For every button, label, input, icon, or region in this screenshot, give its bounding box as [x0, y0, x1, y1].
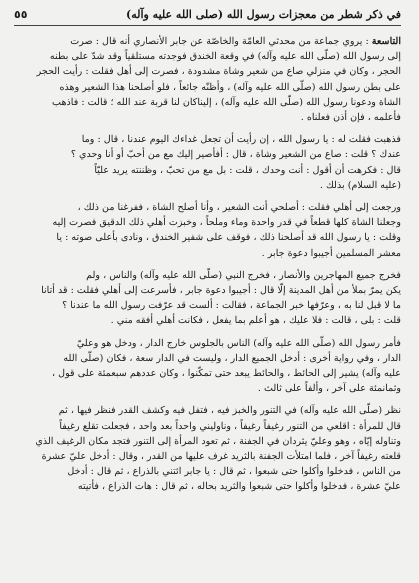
text-line: نظر (صلّى الله عليه وآله) في التنور والخبز فيه ، فتفل فيه وكشف القدر فنظر فيها ، ثم: [58, 405, 401, 417]
body-text: [14, 34, 401, 495]
paragraph-6: [14, 403, 401, 494]
text-line: إلى رسول الله (صلّى الله عليه وآله) في وقعة الخندق فوجدته مستلقياً وقد شدّ على بطنه: [49, 51, 401, 63]
text-line: وقلت : يا رسول الله قد أصلحنا ذلك ، فوقف على شفير الخندق ، ونادى بأعلى صوته : يا: [56, 232, 401, 244]
text-line: فأعلمه ، فإن أذن فعلناه .: [300, 112, 401, 124]
text-line: عندك ؟ قلت : صاع من الشعير وشاة ، قال : أفأصير إليك مع من أحبّ أو أنا وحدي ؟: [70, 149, 401, 161]
paragraph-3: [14, 200, 401, 261]
text-line: فأمر رسول الله (صلّى الله عليه وآله) الناس بالجلوس خارج الدار ، ودخل هو وعليّ: [76, 337, 401, 349]
text-line: الشاة ودعونا رسول الله (صلّى الله عليه وآله) ، إليناكان لنا قربة عند الله ؛ قالت : فاذهب: [52, 96, 401, 108]
text-line: قلعته رغيفاً آخر ، فلما امتلأت الجفنة بالثريد غرف عليها من القدر ، وقال : أدخل عليّ عشرة: [41, 451, 401, 463]
text-line-body: : يروي جماعة من محدثي العامّة والخاصّة عن جابر الأنصاري أنه قال : صرت: [70, 36, 369, 47]
text-line: قلت : بلى ، قالت : فلا عليك ، هو أعلم بما يفعل ، فكانت أهلي أفقه مني .: [110, 315, 401, 327]
paragraph-5: [14, 336, 401, 397]
text-line: ما لا قبل لنا به ، وعرّفها خبر الجماعة ، فقالت : ألست قد عرّفت رسول الله ما عندنا ؟: [62, 300, 401, 312]
text-line: معشر المسلمين أجيبوا دعوة جابر .: [261, 247, 401, 259]
text-line: على بطن رسول الله (صلّى الله عليه وآله) ، وأظنّه جائعاً ، فلو أصلحنا هذا الشعير وهذه: [59, 81, 401, 93]
text-line: فخرج جميع المهاجرين والأنصار ، فخرج النبي (صلّى الله عليه وآله) والناس ، ولم: [86, 269, 401, 281]
text-line: يكن يمرّ بملأ من أهل المدينة إلّا قال : أجيبوا دعوة جابر ، فأسرعت إلى أهلي فقلت : قد أتانا: [41, 285, 401, 297]
page-number: ٥٥: [14, 8, 28, 21]
paragraph-1: [14, 34, 401, 125]
page-header: [14, 8, 401, 26]
text-line: وثمانمئة على آخر ، وألفاً على ثالث .: [257, 383, 401, 395]
text-line: ورجعت إلى أهلي فقلت : أصلحي أنت الشعير ، وأنا أصلح الشاة ، ففرغنا من ذلك ،: [77, 202, 401, 214]
text-line: [14, 34, 401, 49]
text-line: وجعلنا الشاة كلها قطعاً في قدر واحدة وماء وملحاً ، وخبزت أهلي ذلك الدقيق فصرت إليه: [52, 217, 401, 229]
text-line: فذهبت فقلت له : يا رسول الله ، إن رأيت أن تجعل غداءك اليوم عندنا ، قال : وما: [81, 134, 401, 146]
text-line: وتناوله إيّاه ، وهو وعليّ يثردان في الجفنة ، ثم تعود المرأة إلى التنور فتجد مكان الرغيف الذي: [35, 435, 401, 447]
text-line: قال : فكرهت أن أقول : أنت وحدك ، قلت : بل مع من تحبّ ، وظننته يريد عليّاً: [94, 164, 401, 176]
text-line: عليّ عشرة ، فدخلوا وأكلوا حتى شبعوا والثريد بحاله ، ثم قال : هات الذراع ، فأتيته: [77, 481, 401, 493]
text-line: قال للمرأة : اقلعي من التنور رغيفاً رغيفاً ، وناوليني واحداً بعد واحد ، فجعلت تقلع رغيفاً: [59, 420, 401, 432]
text-line: الدار ، وفي رواية أخرى : أدخل الجميع الدار ، وليست في الدار سعة ، فكان (صلّى الله: [63, 352, 401, 364]
paragraph-2: [14, 132, 401, 193]
paragraph-lead: التاسعة: [371, 36, 401, 47]
paragraph-4: [14, 268, 401, 329]
text-line: عليه وآله) يشير إلى الحائط ، والحائط يبعد حتى تمكّنوا ، وكان عددهم سبعمئة على قول ،: [51, 368, 401, 380]
running-title: في ذكر شطر من معجزات رسول الله (صلى الله عليه وآله): [126, 8, 401, 21]
text-line: الحجر ، وكان في منزلي صاع من شعير وشاة مشدودة ، فصرت إلى أهل فقلت : رأيت الحجر: [36, 66, 401, 78]
text-line: (عليه السلام) بذلك .: [319, 179, 401, 191]
text-line: من الناس ، فدخلوا وأكلوا حتى شبعوا ، ثم قال : يا جابر ائتني بالذراع ، ثم قال : أدخل: [67, 466, 401, 478]
